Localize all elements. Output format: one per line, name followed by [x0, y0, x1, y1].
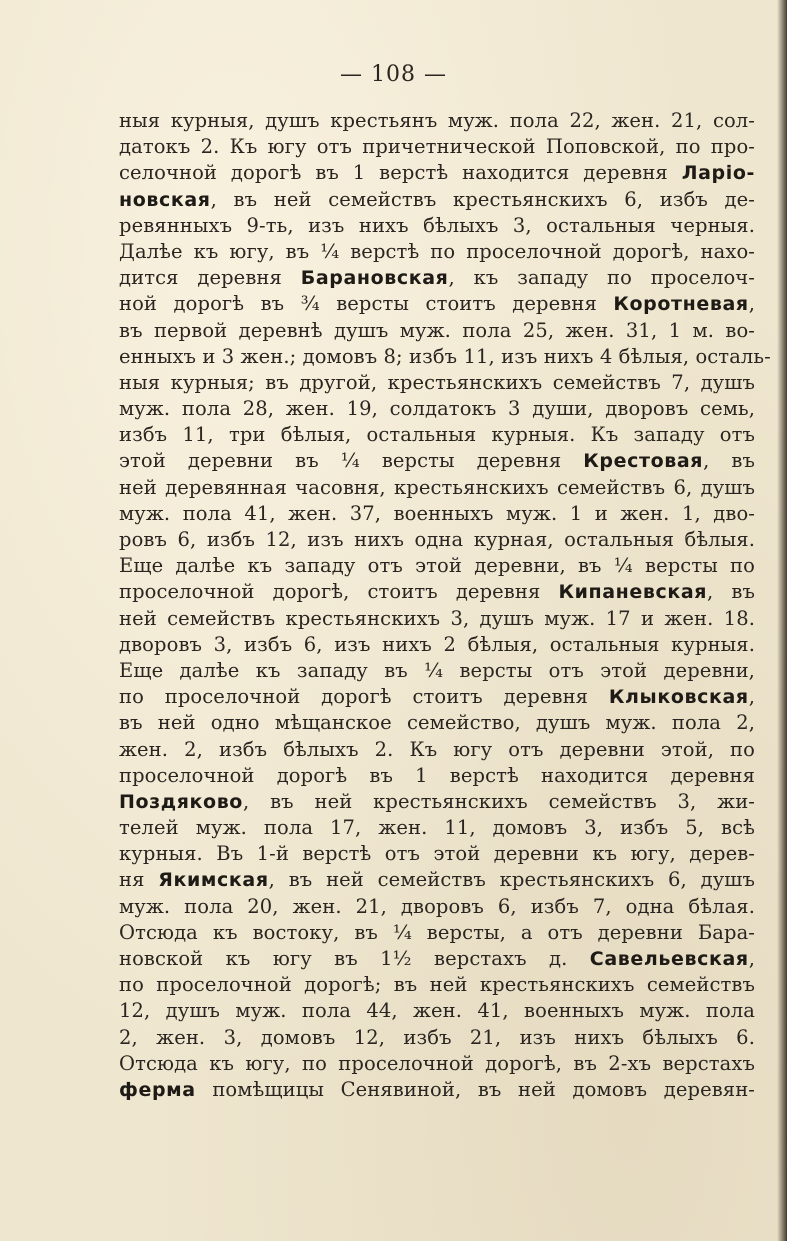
text-run: дворовъ 3, избъ 6, изъ нихъ 2 бѣлыя, остальныя курныя. [119, 632, 755, 656]
place-name: Савельевская [589, 948, 749, 970]
text-run: Еще далѣе къ западу отъ этой деревни, въ ¼ версты по [119, 554, 755, 578]
text-line [119, 370, 755, 396]
text-line [119, 815, 755, 841]
text-run: , [748, 685, 755, 709]
text-run: дится деревня [119, 266, 301, 290]
text-line [119, 684, 755, 710]
text-run: , къ западу по проселоч- [448, 266, 755, 290]
text-run: селочной дорогѣ въ 1 верстѣ находится деревня [119, 161, 682, 185]
text-run: 12, душъ муж. пола 44, жен. 41, военныхъ муж. пола [119, 999, 755, 1023]
text-run: проселочной дорогѣ въ 1 верстѣ находится деревня [119, 763, 755, 787]
text-run: муж. пола 28, жен. 19, солдатокъ 3 души, дворовъ семь, [119, 397, 755, 421]
text-run: ныя курныя, душъ крестьянъ муж. пола 22, жен. 21, сол- [119, 109, 755, 132]
text-line [119, 789, 755, 815]
body-text [119, 108, 771, 1103]
text-line [119, 894, 755, 920]
place-name: Барановская [300, 267, 449, 290]
text-line [119, 108, 755, 134]
text-line [119, 1051, 755, 1077]
text-run: муж. пола 20, жен. 21, дворовъ 6, избъ 7, одна бѣлая. [119, 894, 755, 918]
place-name: Якимская [158, 869, 269, 892]
text-line [119, 920, 755, 946]
text-line [119, 187, 755, 213]
text-run: , [748, 292, 755, 316]
text-run: ней семействъ крестьянскихъ 3, душъ муж. 17 и жен. 18. [119, 606, 755, 630]
place-name: Крестовая [583, 450, 704, 473]
text-run: Отсюда къ востоку, въ ¼ версты, а отъ деревни Бара- [119, 920, 755, 944]
text-line [119, 710, 755, 736]
text-run: , въ [707, 580, 755, 604]
text-line [119, 763, 755, 789]
text-run: ней деревянная часовня, крестьянскихъ семействъ 6, душъ [119, 475, 755, 499]
text-line [119, 475, 755, 501]
text-run: ня [119, 868, 159, 892]
text-line [119, 344, 771, 370]
text-line [119, 972, 755, 998]
page-edge-shadow [777, 0, 787, 1241]
text-line [119, 841, 755, 867]
text-run: этой деревни въ ¼ версты деревня [119, 449, 584, 473]
text-run: 2, жен. 3, домовъ 12, избъ 21, изъ нихъ бѣлыхъ 6. [119, 1025, 755, 1049]
text-line [119, 318, 755, 344]
text-run: въ первой деревнѣ душъ муж. пола 25, жен. 31, 1 м. во- [119, 318, 755, 342]
place-name: ферма [119, 1078, 196, 1101]
text-line [119, 658, 755, 684]
text-line [119, 1077, 755, 1103]
text-run: ныя курныя; въ другой, крестьянскихъ семействъ 7, душъ [119, 370, 755, 394]
text-line [119, 867, 755, 893]
text-line [119, 632, 755, 658]
text-run: помѣщицы Сенявиной, въ ней домовъ деревян- [195, 1077, 755, 1101]
text-run: по проселочной дорогѣ стоитъ деревня [119, 685, 609, 709]
text-run: ровъ 6, избъ 12, изъ нихъ одна курная, остальныя бѣлыя. [119, 528, 755, 551]
text-line [119, 160, 755, 186]
text-run: ной дорогѣ въ ¾ версты стоитъ деревня [119, 292, 614, 316]
text-run: Отсюда къ югу, по проселочной дорогѣ, въ 2-хъ верстахъ [119, 1051, 755, 1075]
text-run: Далѣе къ югу, въ ¼ верстѣ по проселочной дорогѣ, нахо- [119, 239, 755, 263]
text-line [119, 737, 755, 763]
text-run: проселочной дорогѣ, стоитъ деревня [119, 580, 559, 604]
text-line [119, 396, 755, 422]
text-run: Еще далѣе къ западу въ ¼ версты отъ этой деревни, [119, 658, 755, 682]
place-name: Ларіо- [681, 162, 755, 185]
text-line [119, 553, 755, 579]
text-line [119, 265, 755, 291]
text-line [119, 291, 755, 317]
text-run: жен. 2, избъ бѣлыхъ 2. Къ югу отъ деревни этой, по [119, 737, 755, 761]
text-line [119, 422, 755, 448]
text-line [119, 579, 755, 605]
place-name: Поздяково [119, 790, 243, 813]
text-run: муж. пола 41, жен. 37, военныхъ муж. 1 и жен. 1, дво- [119, 501, 755, 525]
text-run: по проселочной дорогѣ; въ ней крестьянскихъ семействъ [119, 973, 755, 997]
text-run: новской къ югу въ 1½ верстахъ д. [119, 947, 590, 970]
place-name: новская [119, 188, 211, 211]
text-run: избъ 11, три бѣлыя, остальныя курныя. Къ западу отъ [119, 423, 755, 447]
text-line [119, 998, 755, 1024]
text-line [119, 448, 755, 474]
place-name: Кипаневская [558, 581, 708, 604]
text-run: , въ ней семействъ крестьянскихъ 6, избъ де- [210, 187, 755, 211]
text-run: ревянныхъ 9-ть, изъ нихъ бѣлыхъ 3, остальныя черныя. [119, 213, 755, 237]
text-run: курныя. Въ 1-й верстѣ отъ этой деревни къ югу, дерев- [119, 842, 755, 866]
page-number: — 108 — [340, 62, 447, 87]
text-run: , въ ней семействъ крестьянскихъ 6, душъ [268, 868, 755, 892]
text-line [119, 239, 755, 265]
text-line [119, 501, 755, 527]
text-line [119, 213, 755, 239]
text-run: , въ ней крестьянскихъ семействъ 3, жи- [242, 789, 755, 813]
text-line [119, 1025, 755, 1051]
text-run: енныхъ и 3 жен.; домовъ 8; избъ 11, изъ нихъ 4 бѣлыя, осталь- [119, 344, 771, 368]
text-run: датокъ 2. Къ югу отъ причетнической Поповской, по про- [119, 135, 755, 159]
text-line [119, 527, 755, 553]
text-line [119, 946, 755, 972]
text-line [119, 134, 755, 160]
text-run: , въ [703, 449, 755, 473]
text-line [119, 606, 755, 632]
text-run: въ ней одно мѣщанское семейство, душъ муж. пола 2, [119, 711, 755, 735]
place-name: Коротневая [613, 293, 749, 316]
place-name: Клыковская [608, 686, 749, 709]
text-run: , [748, 947, 755, 970]
text-run: телей муж. пола 17, жен. 11, домовъ 3, избъ 5, всѣ [119, 816, 755, 840]
